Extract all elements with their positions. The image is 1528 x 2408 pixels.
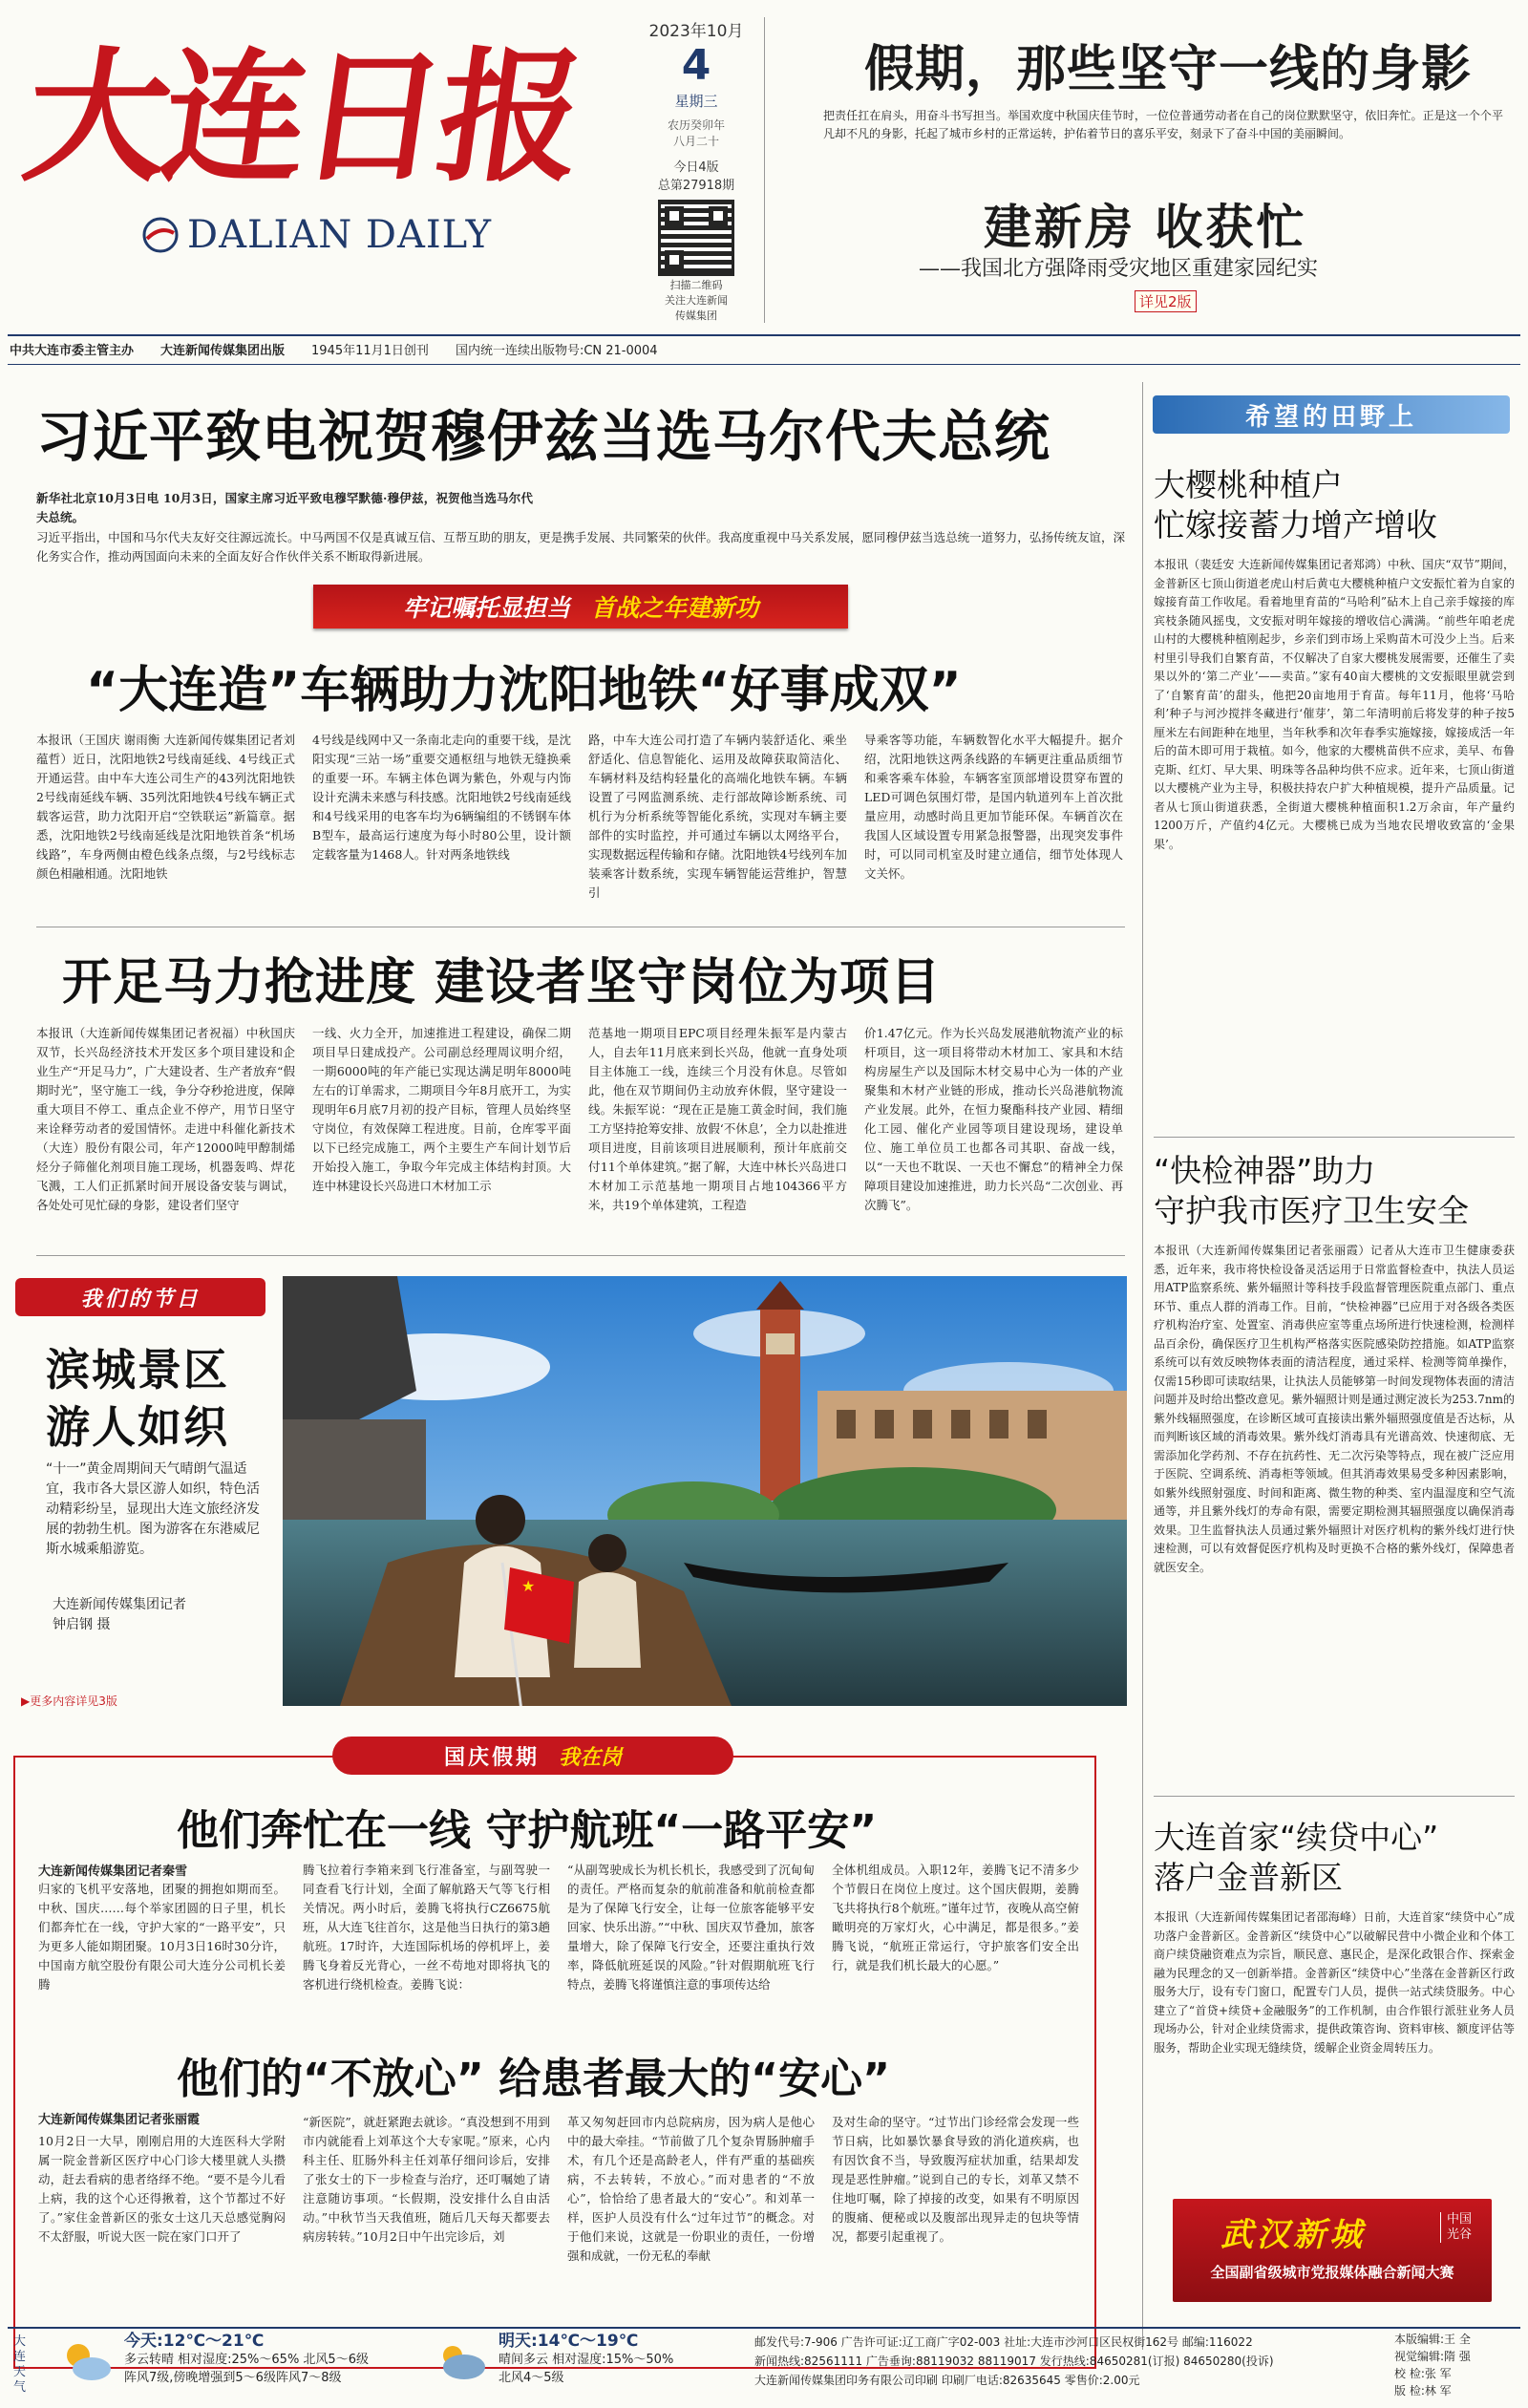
holiday-byline-1: 大连新闻传媒集团记者秦雪 — [38, 1865, 188, 1879]
banner-text: 把责任扛在肩头，用奋斗书写担当。举国欢度中秋国庆佳节时，一位位普通劳动者在自己的岗位默默坚守，依旧奔忙。正是这一个个平凡却不凡的身影，托起了城市乡村的正常运转，护佑着节日的喜乐平安，刻录下了奋斗中国的美丽瞬间。 — [823, 109, 1503, 140]
story3-headline[interactable]: 开足马力抢进度 建设者坚守岗位为项目 — [62, 954, 942, 1012]
holiday-headline-2[interactable]: 他们的“不放心” 给患者最大的“安心” — [177, 2055, 890, 2103]
masthead-english: DALIAN DAILY — [141, 213, 492, 257]
date-weekday: 星期三 — [674, 93, 718, 110]
weather-today: 今天:12℃～21℃ 多云转晴 相对湿度:25%～65% 北风5～6级 阵风7级,傍晚增强到5～6级阵风7～8级 — [124, 2332, 369, 2385]
date-day: 4 — [681, 41, 711, 90]
banner-see-link[interactable]: 详见2版 — [1135, 290, 1197, 312]
sidebar-story2-headline-1[interactable]: “快检神器”助力 — [1154, 1152, 1376, 1189]
info-founded: 1945年11月1日创刊 — [311, 344, 429, 358]
holiday-story1-col-4: 全体机组成员。入职12年，姜腾飞记不清多少个节假日在岗位上度过。这个国庆假期，姜腾飞共将执行8个航班。”谨年过节，夜晚从高空俯瞰明亮的万家灯火，心中满足，都是很多。”姜腾飞说，“航班正常运行，守护旅客们安全出行，就是我们机长最大的心愿。” — [832, 1863, 1079, 1972]
sidebar-story2-headline-2[interactable]: 守护我市医疗卫生安全 — [1154, 1192, 1469, 1229]
holiday-byline-2: 大连新闻传媒集团记者张丽霞 — [38, 2113, 201, 2127]
weather-tomorrow-temp: 明天:14℃～19℃ — [499, 2332, 639, 2351]
photo-caption: “十一”黄金周期间天气晴朗气温适宜，我市各大景区游人如织，特色活动精彩纷呈，显现出大连文旅经济发展的勃勃生机。图为游客在东港威尼斯水城乘船游览。 — [46, 1461, 260, 1557]
sunny-icon — [57, 2336, 115, 2386]
info-publisher: 大连新闻传媒集团出版 — [160, 344, 286, 358]
story3-columns — [36, 1024, 1125, 1234]
story2-headline[interactable]: “大连造”车辆助力沈阳地铁“好事成双” — [86, 662, 962, 719]
holiday-story2-col-1: 10月2日一大早，刚刚启用的大连医科大学附属一院金普新区医疗中心门诊大楼里就人头攒动，赶去看病的患者络绎不绝。“要不是今儿看上病，我的这个心还得揪着，这个节都过不好了。”家住金普新区的张女士这几天总感觉胸闷不太舒服，听说大医一院在家门口开了 — [38, 2134, 286, 2244]
slogan-banner — [313, 585, 848, 629]
story2-col-1: 本报讯（王国庆 谢雨衡 大连新闻传媒集团记者刘蕴哲）近日，沈阳地铁2号线南延线、4号线正式开通运营。由中车大连公司生产的43列沈阳地铁2号线南延线车辆、35列沈阳地铁4号线车辆正式载客运营，助力沈阳开启“空铁联运”新篇章。据悉，沈阳地铁2号线南延线是沈阳地铁首条“机场线路”，车身两侧由橙色线条点缀，与2号线标志颜色相融相通。沈阳地铁 — [36, 733, 295, 881]
date-lunar-year: 农历癸卯年 — [667, 118, 725, 132]
story2-columns — [36, 731, 1125, 907]
lead-text-2: 习近平指出，中国和马尔代夫友好交往源远流长。中马两国不仅是真诚互信、互帮互助的朋友，更是携手发展、共同繁荣的伙伴。我高度重视中马关系发展，愿同穆伊兹当选总统一道努力，弘扬传统友谊，深化务实合作，推动两国面向未来的全面友好合作伙伴关系不断取得新进展。 — [36, 530, 1125, 564]
holiday-story2-col-4: 及对生命的坚守。“过节出门诊经常会发现一些节日病，比如暴饮暴食导致的消化道疾病，也有因饮食不当，导致腹泻症状加重，结果却发现是恶性肿瘤。”说到自己的专长，刘革又禁不住地叮嘱，除了掉接的改变，如果有不明原因的腹痛、便秘或以及腹部出现异走的包块等情况，都要引起重视了。 — [832, 2115, 1079, 2244]
sidebar-story3-text: 本报讯（大连新闻传媒集团记者邵海峰）日前，大连首家“续贷中心”成功落户金普新区。金普新区“续贷中心”以破解民营中小微企业和个体工商户续贷融资难点为宗旨，顺民意、惠民企，是深化政银合作、探索金融为民理念的又一创新举措。金普新区“续贷中心”坐落在金普新区行政服务大厅，设有专门窗口，配置专门人员，提供一站式续贷服务。中心建立了“首贷+续贷+金融服务”的工作机制，由合作银行派驻业务人员现场办公，针对企业续贷需求，提供政策咨询、资料审核、额度评估等服务，帮助企业实现无缝续贷，缓解企业资金周转压力。 — [1154, 1910, 1515, 2055]
sidebar-story2-text: 本报讯（大连新闻传媒集团记者张丽霞）记者从大连市卫生健康委获悉，近年来，我市将快检设备灵活运用于日常监督检查中，执法人员运用ATP监察系统、紫外辐照计等科技手段监督管理医院重点部门、重点环节、重点人群的消毒工作。目前，“快检神器”已应用于对各级各类医疗机构治疗室、处置室、消毒供应室等重点场所进行快速检测，检测样品百余份，确保医疗卫生机构严格落实医院感染防控措施。如ATP监察系统可以有效反映物体表面的清洁程度，通过采样、检测等简单操作，仅需15秒即可读取结果，让执法人员能够第一时间发现物体表面的清洁问题并及时给出整改意见。紫外辐照计则是通过测定波长为253.7nm的紫外线辐照强度，在诊断区域可直接读出紫外辐照强度值是否达标，从而判断该区域的消毒效果。紫外线灯消毒具有光谱高效、快速彻底、无需添加化学药剂、不存在抗药性、无二次污染等特点，现在被广泛应用于医院、空调系统、消毒柜等领域。但其消毒效果易受多种因素影响，如紫外线照射强度、时间和距离、微生物的种类、室内温湿度和空气流通等，并且紫外线灯的寿命有限，需要定期检测其辐照强度以确保消毒效果。卫生监督执法人员通过紫外辐照计对医疗机构的紫外线灯进行快速检测，可以有效督促医疗机构及时更换不合格的紫外线灯，保障患者就医安全。 — [1154, 1244, 1515, 1574]
holiday-story1-col-3: “从副驾驶成长为机长机长，我感受到了沉甸甸的责任。严格而复杂的航前准备和航前检查都是为了保障飞行安全，让每一位旅客能够平安回家、快乐出游。”“中秋、国庆双节叠加，旅客量增大，除了保障飞行安全，还要注重执行效率，降低航班延误的风险。”针对假期航班飞行特点，姜腾飞将谨慎注意的事项传达给 — [567, 1863, 815, 1992]
more-content-link[interactable]: ▶更多内容详见3版 — [21, 1694, 117, 1708]
sidebar-story1-text: 本报讯（裴廷安 大连新闻传媒集团记者郑鸿）中秋、国庆“双节”期间，金普新区七顶山街道老虎山村后黄屯大樱桃种植户文安振忙着为自家的嫁接育苗工作收尾。看着地里育苗的“马哈利”砧木上自己亲手嫁接的库宾枝条随风摇曳，文安振对明年嫁接的增收信心满满。“前些年咱老虎山村的大樱桃种植刚起步，乡亲们到市场上采购苗木可没少上当。后来村里引导我们自繁育苗，不仅解决了自家大樱桃发展需要，还催生了卖果以外的‘第二产业’——卖苗。”家有40亩大樱桃的文安振眼里就尝到了‘自繁育苗’的甜头，他把20亩地用于育苗。每年11月，他将‘马哈利’种子与河沙搅拌冬藏进行‘催芽’，第二年清明前后将发芽的种子按5厘米左右间距种在地里，当年秋季和次年春季实施嫁接，嫁接成活一年后的苗木即可用于栽植。如今，他家的大樱桃苗供不应求，美早、布鲁克斯、红灯、早大果、明珠等各品种均供不应求。近年来，七顶山街道以大樱桃产业为主导，积极扶持农户扩大种植规模，提升产品质量。记者从七顶山街道获悉，全街道大樱桃种植面积1.2万余亩，年产量约1200万斤，产值约4亿元。大樱桃已成为当地农民增收致富的‘金果果’。 — [1154, 558, 1515, 851]
qr-caption-3: 传媒集团 — [675, 309, 717, 322]
story3-col-4: 价1.47亿元。作为长兴岛发展港航物流产业的标杆项目，这一项目将带动木材加工、家具和木结构房屋生产以及国际木材交易中心为一体的产业聚集和木材产业链的形成，推动长兴岛港航物流产业发展。此外，在恒力聚酯科技产业园、精细化工园、催化产业园等项目建设现场，建设单位、施工单位员工也都各司其职、奋战一线，以“一天也不耽误、一天也不懈怠”的精神全力保障项目建设加速推进，助力长兴岛“二次创业、再次腾飞”。 — [864, 1026, 1123, 1212]
banner-headline[interactable]: 假期，那些坚守一线的身影 — [864, 41, 1473, 98]
holiday-headline-1[interactable]: 他们奔忙在一线 守护航班“一路平安” — [177, 1806, 878, 1855]
holiday-story1-col-1: 归家的飞机平安落地，团聚的拥抱如期而至。中秋、国庆……每个举家团圆的日子里，机长们都奔忙在一线，守护大家的“一路平安”，只为更多人能如期团聚。10月3日16时30分许，中国南方航空股份有限公司大连分公司机长姜腾 — [38, 1882, 286, 1992]
qr-caption-2: 关注大连新闻 — [665, 294, 728, 307]
sidebar-story1-headline-1[interactable]: 大樱桃种植户 — [1154, 466, 1343, 503]
editors-list: 本版编辑:王 全 视觉编辑:隋 强 校 检:张 军 版 检:林 军 — [1394, 2333, 1471, 2397]
masthead-title: 大连日报 — [14, 33, 589, 202]
ad-banner[interactable]: 武汉新城 中国 光谷 全国副省级城市党报媒体融合新闻大赛 — [1173, 2199, 1492, 2302]
sidebar-story3-headline-1[interactable]: 大连首家“续贷中心” — [1154, 1819, 1439, 1856]
photo-headline-1[interactable]: 滨城景区 — [46, 1344, 229, 1396]
story2-col-3: 路，中车大连公司打造了车辆内装舒适化、乘坐舒适化、信息智能化、运用及故障获取简洁化、车辆材料及结构轻量化的高端化地铁车辆。车辆设置了弓网监测系统、走行部故障诊断系统、司机行为分析系统等智能化系统，实现对车辆主要部件的实时监控，并可通过车辆以太网络平台，实现数据远程传输和存储。沈阳地铁4号线列车加装乘客计数系统，实现车辆智能运营维护，智慧引 — [588, 733, 847, 900]
venice-canal-photo — [283, 1276, 1127, 1706]
info-bar — [10, 340, 1518, 361]
holiday-story1-col-2: 腾飞拉着行李箱来到飞行准备室，与副驾驶一同查看飞行计划，全面了解航路天气等飞行相关情况。两小时后，姜腾飞将执行CZ6675航班，从大连飞往首尔，这是他当日执行的第3趟航班。17时许，大连国际机场的停机坪上，姜腾飞身着反光背心，一丝不苟地对即将执飞的客机进行绕机检查。姜腾飞说： — [303, 1863, 550, 1992]
photo-headline-2[interactable]: 游人如织 — [46, 1401, 229, 1453]
date-lunar-day: 八月二十 — [672, 135, 719, 148]
info-sponsor: 中共大连市委主管主办 — [10, 344, 135, 358]
banner-headline-2[interactable]: 建新房 收获忙 — [984, 200, 1307, 255]
story3-col-2: 一线、火力全开，加速推进工程建设，确保二期项目早日建成投产。公司副总经理周议明介绍，一期6000吨的年产能已实现达满足明年8000吨左右的订单需求，二期项目今年8月底开工，为实现明年6月底7月初的投产目标，管理人员始终坚守岗位，有效保障工程进度。目前，仓库零平面以下已经完成施工，两个主要生产车间计划节后开始投入施工，争取今年完成主体结构封顶。大连中林建设长兴岛进口木材加工示 — [312, 1026, 571, 1193]
holiday-tag: 国庆假期 我在岗 — [332, 1737, 733, 1775]
logo-globe-icon — [141, 216, 180, 254]
sidebar-story3-headline-2[interactable]: 落户金普新区 — [1154, 1859, 1343, 1896]
cloudy-icon — [432, 2336, 489, 2386]
lead-text-1: 新华社北京10月3日电 10月3日，国家主席习近平致电穆罕默德·穆伊兹，祝贺他当选马尔代夫总统。 — [36, 491, 533, 524]
holiday-story2-col-2: “新医院”，就赶紧跑去就诊。“真没想到不用到市内就能看上刘革这个大专家呢。”原来，心内科主任、肛肠外科主任刘革仔细问诊后，安排了张女士的下一步检查与治疗，还叮嘱她了请注意随访事项。“长假期，没安排什么自由活动。”中秋节当天我值班，随后几天每天都要去病房转转。”10月2日中午出完诊后，刘 — [303, 2115, 550, 2244]
story3-col-3: 范基地一期项目EPC项目经理朱振军是内蒙古人，自去年11月底来到长兴岛，他就一直身处项目主体施工一线，连续三个月没有休息。尽管如此，他在双节期间仍主动放弃休假，坚守建设一线。朱振军说：“现在正是施工黄金时间，我们施工方坚持抢筹安排、放假‘不休息’，全力以赴推进项目进度，目前该项目进展顺利，预计年底前交付11个单体建筑。”据了解，大连中林长兴岛进口木材加工示范基地一期项目占地104366平方米，共19个单体建筑，工程造 — [588, 1026, 847, 1212]
sidebar-tag: 希望的田野上 — [1153, 395, 1510, 434]
publisher-info: 邮发代号:7-906 广告许可证:辽工商广字02-003 社址:大连市沙河口区民权街162号 邮编:116022 新闻热线:82561111 广告垂询:88119032 88119017 发行热线:84650281(订报) 84650280(投诉) 大连新闻传媒集团印务有限公司印刷 印刷厂电话:82635645 零售价:2.00元 — [754, 2335, 1274, 2387]
qr-caption-1: 扫描二维码 — [669, 279, 723, 291]
slogan-part-2: 首战之年建新功 — [591, 594, 759, 622]
story2-col-4: 导乘客等功能，车辆数智化水平大幅提升。据介绍，沈阳地铁这两条线路的车辆更注重品质细节和乘客乘车体验，车辆客室顶部增设贯穿布置的LED可调色氛围灯带，是国内轨道列车上首次批量应用，动感时尚且更加节能环保。车辆首次在我国人区域设置专用紧急报警器，出现突发事件时，可以同司机室及时建立通信，细节处体现人文关怀。 — [864, 733, 1123, 881]
weather-label: 大连 天气 — [13, 2334, 27, 2395]
sidebar-story1-headline-2[interactable]: 忙嫁接蓄力增产增收 — [1154, 506, 1437, 543]
issue-number: 总第27918期 — [657, 179, 735, 193]
ad-subtitle: 全国副省级城市党报媒体融合新闻大赛 — [1210, 2264, 1454, 2281]
holiday-story2-col-3: 革又匆匆赶回市内总院病房，因为病人是他心中的最大牵挂。“节前做了几个复杂胃肠肿瘤手术，有几个还是高龄老人，伴有严重的基础疾病，不去转转，不放心。”而对患者的“不放心”，恰恰给了患者最大的“安心”。和刘革一样，医护人员没有什么“过年过节”的概念。对于他们来说，这就是一份职业的责任，一份增强和成就，一份无私的奉献 — [567, 2115, 815, 2263]
lead-headline[interactable]: 习近平致电祝贺穆伊兹当选马尔代夫总统 — [36, 404, 1051, 469]
slogan-part-1: 牢记嘱托显担当 — [402, 594, 570, 622]
page-count: 今日4版 — [673, 160, 719, 175]
story2-col-2: 4号线是线网中又一条南北走向的重要干线，是沈阳实现“三站一场”重要交通枢纽与地铁无缝换乘的重要一环。车辆主体色调为紫色，外观与内饰设计充满未来感与科技感。沈阳地铁2号线南延线和4号线采用的电客车均为6辆编组的不锈钢车体B型车，最高运行速度为每小时80公里，设计额定载客量为1468人。针对两条地铁线 — [312, 733, 571, 862]
date-month: 2023年10月 — [648, 22, 744, 41]
story3-col-1: 本报讯（大连新闻传媒集团记者祝福）中秋国庆双节，长兴岛经济技术开发区多个项目建设和企业生产“开足马力”，广大建设者、生产者放弃“假期时光”，坚守施工一线，争分夺秒抢进度，保障重大项目不停工、重点企业不停产，用节日坚守来诠释劳动者的爱国情怀。走进中科催化新技术（大连）股份有限公司，年产12000吨甲醇制烯烃分子筛催化剂项目施工现场，机器轰鸣、焊花飞溅，工人们正抓紧时间开展设备安装与调试，各处处可见忙碌的身影，建设者们坚守 — [36, 1026, 295, 1212]
ad-title: 武汉新城 — [1220, 2216, 1366, 2254]
festival-tag: 我们的节日 — [15, 1278, 265, 1316]
weather-today-temp: 今天:12℃～21℃ — [124, 2332, 265, 2351]
qr-code-icon[interactable] — [661, 202, 732, 273]
weather-tomorrow: 明天:14℃～19℃ 晴间多云 相对湿度:15%～50% 北风4～5级 — [499, 2332, 674, 2385]
photo-credit: 大连新闻传媒集团记者 钟启钢 摄 — [53, 1597, 186, 1632]
banner-subhead-2: ——我国北方强降雨受灾地区重建家园纪实 — [919, 257, 1319, 281]
info-cn-number: 国内统一连续出版物号:CN 21-0004 — [455, 344, 658, 358]
masthead-logo — [14, 27, 609, 266]
date-panel — [635, 17, 757, 332]
svg-text:★: ★ — [521, 1577, 536, 1595]
